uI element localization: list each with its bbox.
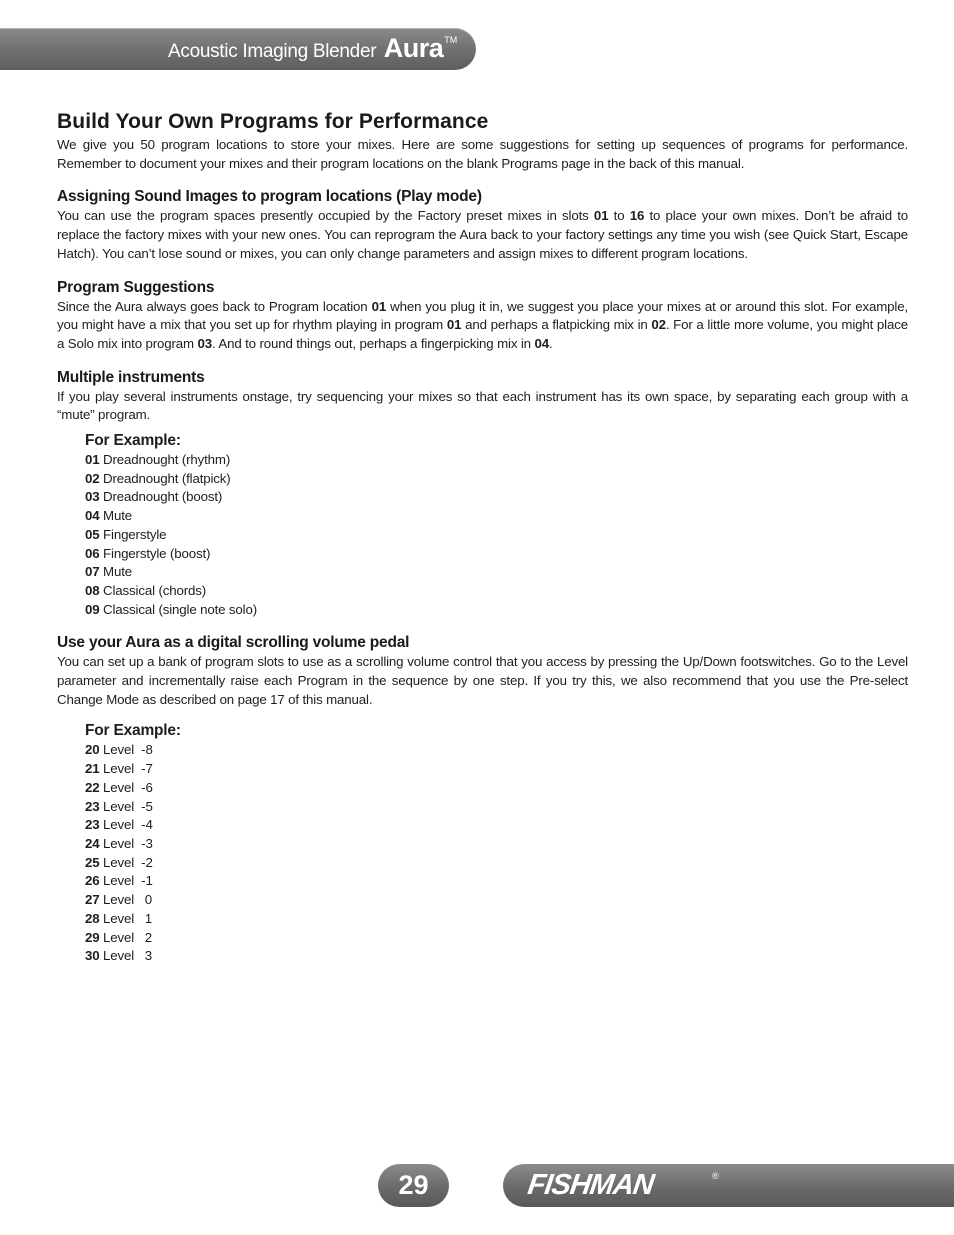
section-heading-assigning: Assigning Sound Images to program locations (Play mode) [57,188,482,206]
trademark-mark: TM [444,35,458,45]
list-item: 27 Level 0 [85,892,152,908]
header-subtitle: Acoustic Imaging Blender [168,41,377,62]
list-item: 23 Level -4 [85,817,153,833]
example-label: For Example: [85,722,181,740]
section-text-assigning: You can use the program spaces presently occupied by the Factory preset mixes in slots 01 to 16 to place your own mixes. Don’t be afraid to replace the factory mixes with your new ones. You can reprogram the Aura back to your factory settings any time you wish (see Quick Start, Escape Hatch). You can’t lose sound or mixes, you can only change parameters and assign mixes to different program locations. [57,208,908,261]
list-item: 20 Level -8 [85,742,153,758]
page-number: 29 [378,1164,449,1207]
section-heading-multiple: Multiple instruments [57,368,205,386]
list-item: 04 Mute [85,508,133,524]
header-brand: Aura [383,33,444,63]
section-text-suggestions: Since the Aura always goes back to Program location 01 when you plug it in, we suggest you place your mixes at or around this slot. For example, you might have a mix that you set up for rhythm playing in program 01 and perhaps a flatpicking mix in 02. For a little more volume, you might place a Solo mix into program 03. And to round things out, perhaps a fingerpicking mix in 04. [57,298,908,351]
list-item: 03 Dreadnought (boost) [85,489,223,505]
list-item: 29 Level 2 [85,929,152,945]
fishman-logo: FISHMAN [525,1169,656,1201]
header-title [168,33,457,64]
list-item: 26 Level -1 [85,873,153,889]
intro-paragraph: We give you 50 program locations to store your mixes. Here are some suggestions for setting up sequences of programs for performance. Remember to document your mixes and their program locations on the blank Programs page in the back of this manual. [57,137,908,171]
list-item: 30 Level 3 [85,948,152,964]
example-list-multiple [85,431,908,619]
section-text-volume-pedal: You can set up a bank of program slots to use as a scrolling volume control that you access by pressing the Up/Down footswitches. Go to the Level parameter and incrementally raise each Program in the sequence by one step. If you try this, we also recommend that you use the Pre-select Change Mode as described on page 17 of this manual. [57,654,908,707]
list-item: 07 Mute [85,564,133,580]
list-item: 09 Classical (single note solo) [85,601,257,617]
list-item: 01 Dreadnought (rhythm) [85,452,231,468]
list-item: 21 Level -7 [85,761,153,777]
section-heading-suggestions: Program Suggestions [57,278,215,296]
list-item: 22 Level -6 [85,779,153,795]
section-text-multiple: If you play several instruments onstage, try sequencing your mixes so that each instrument has its own space, by separating each group with a “mute” program. [57,388,908,423]
list-item: 25 Level -2 [85,854,153,870]
list-item: 23 Level -5 [85,798,153,814]
registered-mark: ® [712,1171,719,1181]
list-item: 02 Dreadnought (flatpick) [85,470,231,486]
example-list-volume [85,721,908,965]
list-item: 06 Fingerstyle (boost) [85,545,211,561]
list-item: 08 Classical (chords) [85,582,207,598]
example-label: For Example: [85,432,181,450]
section-heading-volume-pedal: Use your Aura as a digital scrolling volume pedal [57,634,410,652]
list-item: 28 Level 1 [85,910,152,926]
list-item: 05 Fingerstyle [85,526,167,542]
page-title: Build Your Own Programs for Performance [57,110,489,133]
page-content [57,108,908,966]
list-item: 24 Level -3 [85,835,153,851]
